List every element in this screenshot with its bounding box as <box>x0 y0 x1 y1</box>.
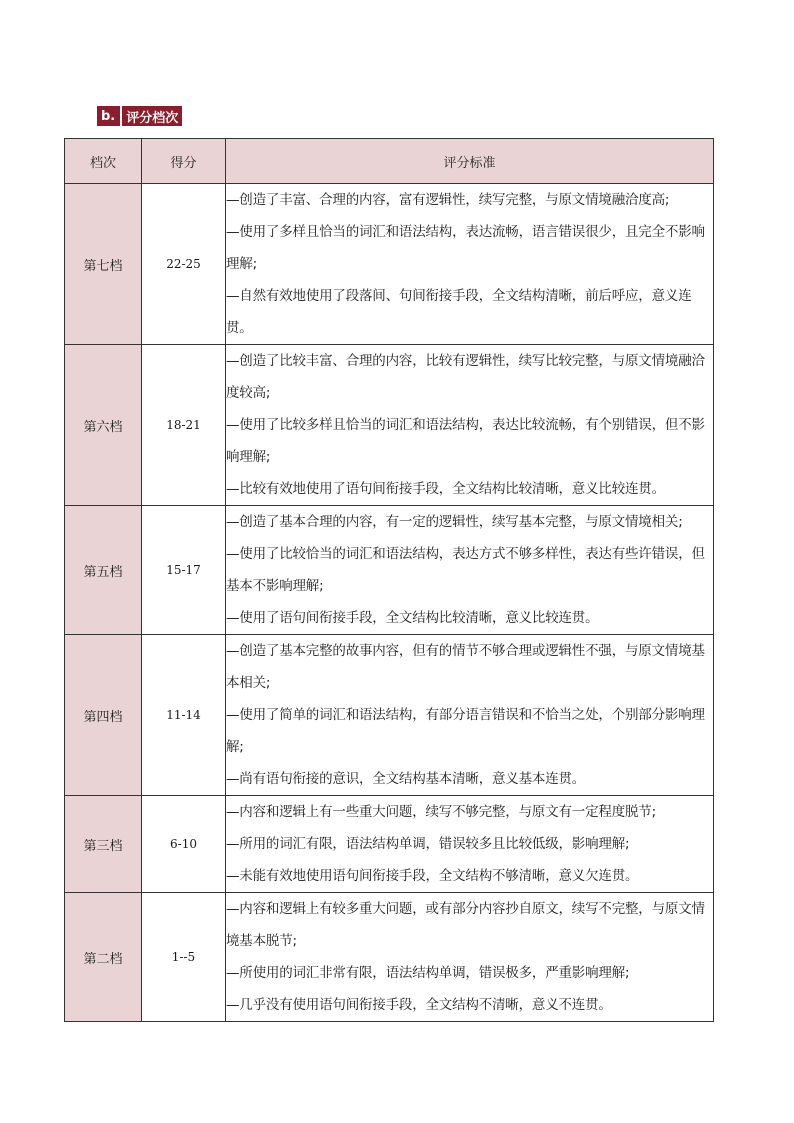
level-cell: 第五档 <box>65 506 142 635</box>
criteria-item: —自然有效地使用了段落间、句间衔接手段，全文结构清晰，前后呼应，意义连贯。 <box>226 288 692 336</box>
criteria-cell <box>226 345 714 506</box>
criteria-item: —使用了简单的词汇和语法结构，有部分语言错误和不恰当之处，个别部分影响理解; <box>226 707 705 755</box>
criteria-item: —内容和逻辑上有较多重大问题，或有部分内容抄自原文，续写不完整，与原文情境基本脱节; <box>226 901 705 949</box>
table-row <box>65 635 714 796</box>
criteria-cell <box>226 184 714 345</box>
criteria-item: —未能有效地使用语句间衔接手段，全文结构不够清晰，意义欠连贯。 <box>226 868 639 884</box>
criteria-item: —创造了比较丰富、合理的内容，比较有逻辑性，续写比较完整，与原文情境融洽度较高; <box>226 353 705 401</box>
criteria-item: —几乎没有使用语句间衔接手段，全文结构不清晰，意义不连贯。 <box>226 997 612 1013</box>
criteria-item: —使用了比较多样且恰当的词汇和语法结构，表达比较流畅，有个别错误，但不影响理解; <box>226 417 705 465</box>
criteria-item: —所使用的词汇非常有限，语法结构单调，错误极多，严重影响理解; <box>226 965 630 981</box>
header-score: 得分 <box>142 139 226 184</box>
criteria-item: —尚有语句衔接的意识，全文结构基本清晰，意义基本连贯。 <box>226 771 586 787</box>
level-cell: 第七档 <box>65 184 142 345</box>
table-row <box>65 184 714 345</box>
criteria-cell <box>226 893 714 1022</box>
criteria-item: —创造了基本合理的内容，有一定的逻辑性，续写基本完整，与原文情境相关; <box>226 514 683 530</box>
level-cell: 第三档 <box>65 796 142 893</box>
table-row <box>65 345 714 506</box>
level-cell: 第六档 <box>65 345 142 506</box>
criteria-item: —使用了语句间衔接手段，全文结构比较清晰，意义比较连贯。 <box>226 610 599 626</box>
header-level: 档次 <box>65 139 142 184</box>
score-cell: 18-21 <box>142 345 226 506</box>
table-row <box>65 796 714 893</box>
section-heading <box>97 106 182 126</box>
criteria-cell <box>226 506 714 635</box>
section-title: 评分档次 <box>122 106 182 126</box>
table-row <box>65 506 714 635</box>
score-cell: 11-14 <box>142 635 226 796</box>
score-cell: 15-17 <box>142 506 226 635</box>
table-row <box>65 893 714 1022</box>
criteria-item: —所用的词汇有限，语法结构单调，错误较多且比较低级，影响理解; <box>226 836 630 852</box>
criteria-item: —创造了丰富、合理的内容，富有逻辑性，续写完整，与原文情境融洽度高; <box>226 192 670 208</box>
section-letter: b. <box>97 106 120 126</box>
level-cell: 第四档 <box>65 635 142 796</box>
criteria-cell <box>226 796 714 893</box>
level-cell: 第二档 <box>65 893 142 1022</box>
header-criteria: 评分标准 <box>226 139 714 184</box>
criteria-item: —使用了多样且恰当的词汇和语法结构，表达流畅，语言错误很少，且完全不影响理解; <box>226 224 705 272</box>
criteria-item: —比较有效地使用了语句间衔接手段，全文结构比较清晰，意义比较连贯。 <box>226 481 665 497</box>
criteria-item: —内容和逻辑上有一些重大问题，续写不够完整，与原文有一定程度脱节; <box>226 804 656 820</box>
score-cell: 6-10 <box>142 796 226 893</box>
score-cell: 22-25 <box>142 184 226 345</box>
score-cell: 1--5 <box>142 893 226 1022</box>
criteria-item: —创造了基本完整的故事内容，但有的情节不够合理或逻辑性不强，与原文情境基本相关; <box>226 643 705 691</box>
table-header-row <box>65 139 714 184</box>
scoring-rubric-table <box>64 138 714 1022</box>
criteria-item: —使用了比较恰当的词汇和语法结构，表达方式不够多样性，表达有些许错误，但基本不影响理解; <box>226 546 705 594</box>
criteria-cell <box>226 635 714 796</box>
